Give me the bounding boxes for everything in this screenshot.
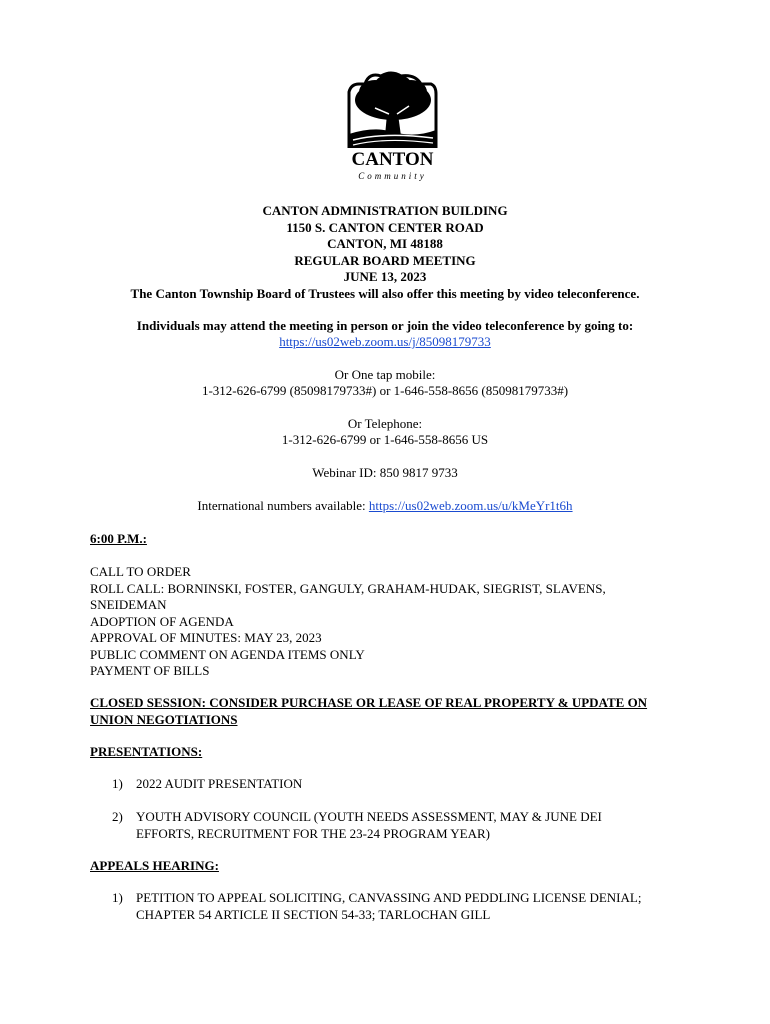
item-text: 2022 AUDIT PRESENTATION [136, 776, 303, 791]
header-meeting-type: REGULAR BOARD MEETING [294, 252, 476, 268]
agenda-item: PUBLIC COMMENT ON AGENDA ITEMS ONLY [90, 646, 365, 662]
mobile-numbers: 1-312-626-6799 (85098179733#) or 1-646-558-8656 (85098179733#) [201, 383, 569, 398]
agenda-item: APPROVAL OF MINUTES: MAY 23, 2023 [90, 630, 322, 645]
presentations-heading: PRESENTATIONS: [90, 744, 203, 759]
closed-session-heading [90, 695, 700, 728]
appeals-heading: APPEALS HEARING: [90, 858, 219, 873]
item-text: CHAPTER 54 ARTICLE II SECTION 54-33; TARLOCHAN GILL [136, 906, 491, 922]
header-building: CANTON ADMINISTRATION BUILDING [262, 203, 508, 218]
item-number: 1) [112, 890, 123, 905]
header-city: CANTON, MI 48188 [327, 236, 443, 251]
header-date: JUNE 13, 2023 [343, 269, 427, 284]
meeting-header [0, 203, 770, 302]
header-address: 1150 S. CANTON CENTER ROAD [286, 219, 484, 235]
agenda-item: ADOPTION OF AGENDA [90, 613, 234, 629]
mobile-label: Or One tap mobile: [334, 367, 436, 382]
tree-emblem-icon [345, 70, 440, 150]
closed-session-line: CLOSED SESSION: CONSIDER PURCHASE OR LEASE OF REAL PROPERTY & UPDATE ON [90, 695, 648, 710]
zoom-meeting-link[interactable]: https://us02web.zoom.us/j/85098179733 [279, 334, 491, 349]
attend-link-row [0, 334, 770, 351]
logo-subtitle: Community [358, 171, 427, 181]
canton-logo [345, 70, 440, 185]
time-heading: 6:00 P.M.: [90, 531, 147, 546]
telephone-numbers: 1-312-626-6799 or 1-646-558-8656 US [281, 432, 489, 447]
international-label: International numbers available: [197, 498, 369, 513]
international-row [0, 498, 770, 515]
item-text: YOUTH ADVISORY COUNCIL (YOUTH NEEDS ASSESSMENT, MAY & JUNE DEI [136, 809, 602, 824]
closed-session-line: UNION NEGOTIATIONS [90, 711, 238, 727]
webinar-id: Webinar ID: 850 9817 9733 [312, 465, 458, 480]
item-text: PETITION TO APPEAL SOLICITING, CANVASSING AND PEDDLING LICENSE DENIAL; [136, 890, 642, 905]
international-link[interactable]: https://us02web.zoom.us/u/kMeYr1t6h [368, 498, 573, 513]
telephone-label: Or Telephone: [347, 416, 423, 431]
item-text: EFFORTS, RECRUITMENT FOR THE 23-24 PROGRAM YEAR) [136, 825, 490, 841]
item-number: 1) [112, 776, 123, 791]
agenda-item: ROLL CALL: BORNINSKI, FOSTER, GANGULY, GRAHAM-HUDAK, SIEGRIST, SLAVENS, [90, 580, 606, 596]
agenda-item: CALL TO ORDER [90, 564, 191, 579]
agenda-item: SNEIDEMAN [90, 597, 167, 612]
agenda-item: PAYMENT OF BILLS [90, 663, 210, 678]
header-video-note: The Canton Township Board of Trustees will also offer this meeting by video teleconference. [130, 285, 640, 301]
attend-text: Individuals may attend the meeting in person or join the video teleconference by going to: [136, 318, 634, 333]
logo-word: CANTON [351, 149, 434, 170]
agenda-list [90, 564, 700, 680]
item-number: 2) [112, 809, 123, 824]
